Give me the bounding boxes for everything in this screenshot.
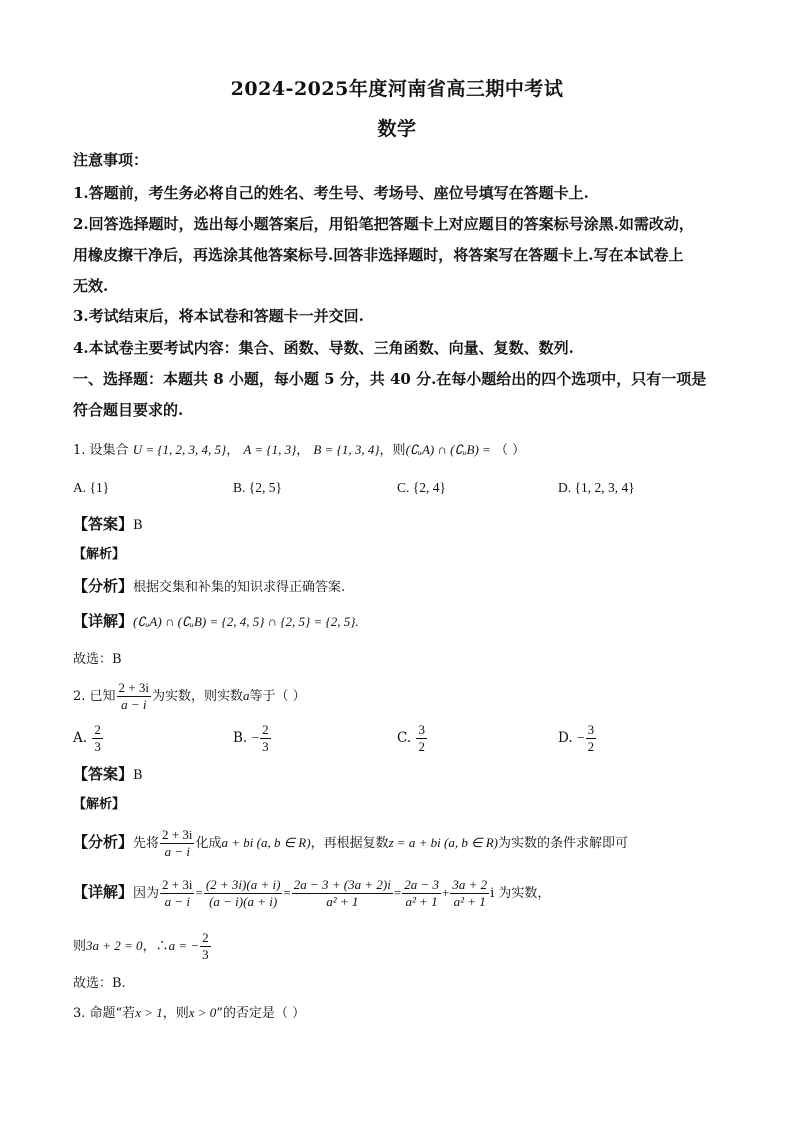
result-fraction (200, 930, 211, 963)
frac-den: 3 (94, 739, 101, 754)
detail-fraction-1 (160, 877, 194, 910)
result-pre: 则 (73, 939, 87, 954)
frac-num: (2 + 3i)(a + i) (205, 877, 281, 892)
fenxi-form-2: z = a + bi (a, b ∈ R) (388, 835, 498, 850)
question-3-stem (73, 1003, 733, 1024)
question-2-stem (73, 676, 733, 717)
detail-tag: 【详解】 (73, 883, 134, 901)
frac-den: a² + 1 (453, 894, 486, 909)
frac-num: 3a + 2 (452, 877, 488, 892)
frac-num: 2 + 3i (162, 827, 193, 842)
frac-num: 2a − 3 (404, 877, 439, 892)
detail-fraction-4 (402, 877, 441, 910)
notice-item: 1.答题前，考生务必将自己的姓名、考生号、考场号、座位号填写在答题卡上. (73, 184, 589, 202)
option-fraction (260, 722, 271, 755)
analysis-tag: 【解析】 (73, 797, 126, 812)
frac-den: 3 (202, 947, 209, 962)
q3-condition-2: x > 0 (188, 1005, 217, 1020)
q3-mid: ，则 (162, 1006, 189, 1021)
detail-fraction-2 (204, 877, 283, 910)
q1-option-a: A. {1} (73, 480, 110, 495)
detail-pre: 因为 (133, 886, 160, 901)
option-fraction (92, 722, 103, 755)
answer-tag: 【答案】 (73, 515, 134, 533)
frac-num: 2 + 3i (162, 877, 193, 892)
q2-option-a (73, 718, 104, 758)
notice-item: 用橡皮擦干净后，再选涂其他答案标号.回答非选择题时，将答案写在答题卡上.写在本试卷上 (73, 246, 684, 264)
subject-title: 数学 (377, 118, 417, 140)
fenxi-text: 根据交集和补集的知识求得正确答案. (133, 580, 346, 595)
notice-item: 3.考试结束后，将本试卷和答题卡一并交回. (73, 307, 364, 325)
frac-den: a² + 1 (405, 894, 438, 909)
q2-prefix: 2. 已知 (73, 689, 116, 704)
q2-variable: a (243, 688, 250, 703)
frac-num: 3 (587, 722, 595, 737)
notice-item: 4.本试卷主要考试内容：集合、函数、导数、三角函数、向量、复数、数列. (73, 339, 574, 357)
frac-num: 2 (262, 722, 269, 737)
detail-text: (∁ᵤA) ∩ (∁ᵤB) = {2, 4, 5} ∩ {2, 5} = {2, 5}. (133, 614, 359, 629)
q1-set-b: B = {1, 3, 4} (313, 442, 380, 457)
frac-num: 2 (202, 930, 209, 945)
q1-option-d: D. {1, 2, 3, 4} (558, 480, 635, 495)
result-equation: 3a + 2 = 0 (86, 938, 143, 953)
result-mid: ，∴ (142, 939, 169, 954)
frac-num: 2 (94, 722, 101, 737)
q1-expression: (∁ᵤA) ∩ (∁ᵤB) = (405, 442, 491, 457)
q1-fenxi (73, 576, 733, 598)
option-label: A. (73, 730, 88, 746)
answer-value: B (133, 768, 143, 783)
detail-fraction-5 (450, 877, 489, 910)
fenxi-mid-2: ，再根据复数 (310, 836, 389, 851)
q2-fraction (117, 680, 151, 713)
notice-heading: 注意事项： (73, 151, 149, 169)
notice-item: 无效. (73, 277, 109, 295)
option-fraction (416, 722, 427, 755)
option-fraction (586, 722, 597, 755)
answer-tag: 【答案】 (73, 765, 134, 783)
q3-post: ”的否定是（ ） (216, 1006, 306, 1021)
q2-choice: 故选：B. (73, 976, 126, 991)
answer-value: B (133, 518, 143, 533)
exam-title: 2024-2025年度河南省高三期中考试 (230, 78, 564, 100)
option-sign: − (251, 730, 260, 745)
q2-suffix: 为实数，则实数 (152, 689, 244, 704)
q1-detail (73, 611, 733, 633)
frac-den: a − i (164, 844, 190, 859)
fenxi-mid: 化成 (195, 836, 222, 851)
q2-suffix-2: 等于（ ） (249, 689, 306, 704)
q2-option-b (233, 718, 272, 758)
notice-item: 2.回答选择题时，选出每小题答案后，用铅笔把答题卡上对应题目的答案标号涂黑.如需改动， (73, 215, 694, 233)
q2-detail: 【详解】因为 $\frac{2 + 3i}{a - i}$ = $\frac{(2 + 3i)(a + i)}{(a - i)(a + i)}$ = $\frac{2a - 3 + (3a + 2)i}{\text{a² + 1}}$ = $\frac{2a - 3}{\text{a² + 1}}$ + $\frac{3a + 2}{\text{a² + 1}}$ i 为实数， (73, 877, 551, 909)
q2-option-c (397, 718, 428, 758)
q1-answer (73, 514, 733, 536)
fenxi-pre: 先将 (133, 836, 160, 851)
q3-condition-1: x > 1 (135, 1005, 163, 1020)
fenxi-fraction (160, 827, 194, 860)
frac-num: 2a − 3 + (3a + 2)i (293, 877, 391, 892)
option-sign: − (576, 730, 585, 745)
section-heading-cont: 符合题目要求的. (73, 401, 184, 419)
q1-set-a: A = {1, 3} (243, 442, 297, 457)
q2-fraction-den: a − i (121, 697, 147, 712)
detail-post: i 为实数， (490, 886, 551, 901)
q2-fenxi (73, 822, 733, 864)
section-heading: 一、选择题：本题共 8 小题，每小题 5 分，共 40 分.在每小题给出的四个选项中，只有一项是 (73, 370, 707, 388)
fenxi-tag: 【分析】 (73, 577, 134, 595)
frac-den: 2 (587, 739, 595, 754)
q2-fraction-num: 2 + 3i (118, 680, 149, 695)
fenxi-tag: 【分析】 (73, 833, 134, 851)
detail-tag: 【详解】 (73, 612, 134, 630)
frac-den: 3 (262, 739, 269, 754)
result-value: a = − (168, 938, 200, 953)
fenxi-post: 为实数的条件求解即可 (497, 836, 628, 851)
question-1-stem: 1. 设集合 U = {1, 2, 3, 4, 5}， A = {1, 3}， B = {1, 3, 4}，则(∁ᵤA) ∩ (∁ᵤB) = （ ） (73, 442, 526, 458)
frac-den: (a − i)(a + i) (209, 894, 278, 909)
option-label: C. (397, 730, 412, 746)
q3-pre: 3. 命题“若 (73, 1006, 136, 1021)
q1-blank: （ ） (494, 443, 526, 458)
q1-option-c: C. {2, 4} (397, 480, 446, 495)
frac-den: a − i (164, 894, 190, 909)
q1-option-b: B. {2, 5} (233, 480, 282, 495)
fenxi-form: a + bi (a, b ∈ R) (221, 835, 311, 850)
q1-choice: 故选：B (73, 652, 122, 667)
q2-result (73, 926, 733, 967)
q2-option-d (558, 718, 597, 758)
q1-set-u: U = {1, 2, 3, 4, 5} (132, 442, 227, 457)
q1-prefix: 1. 设集合 (73, 443, 129, 458)
frac-num: 3 (418, 722, 425, 737)
frac-den: a² + 1 (326, 894, 359, 909)
detail-fraction-3 (292, 877, 393, 910)
q2-answer (73, 764, 733, 786)
q1-then: ，则 (379, 443, 406, 458)
analysis-tag: 【解析】 (73, 547, 126, 562)
frac-den: 2 (418, 739, 425, 754)
option-label: D. (558, 730, 573, 746)
option-label: B. (233, 730, 248, 746)
